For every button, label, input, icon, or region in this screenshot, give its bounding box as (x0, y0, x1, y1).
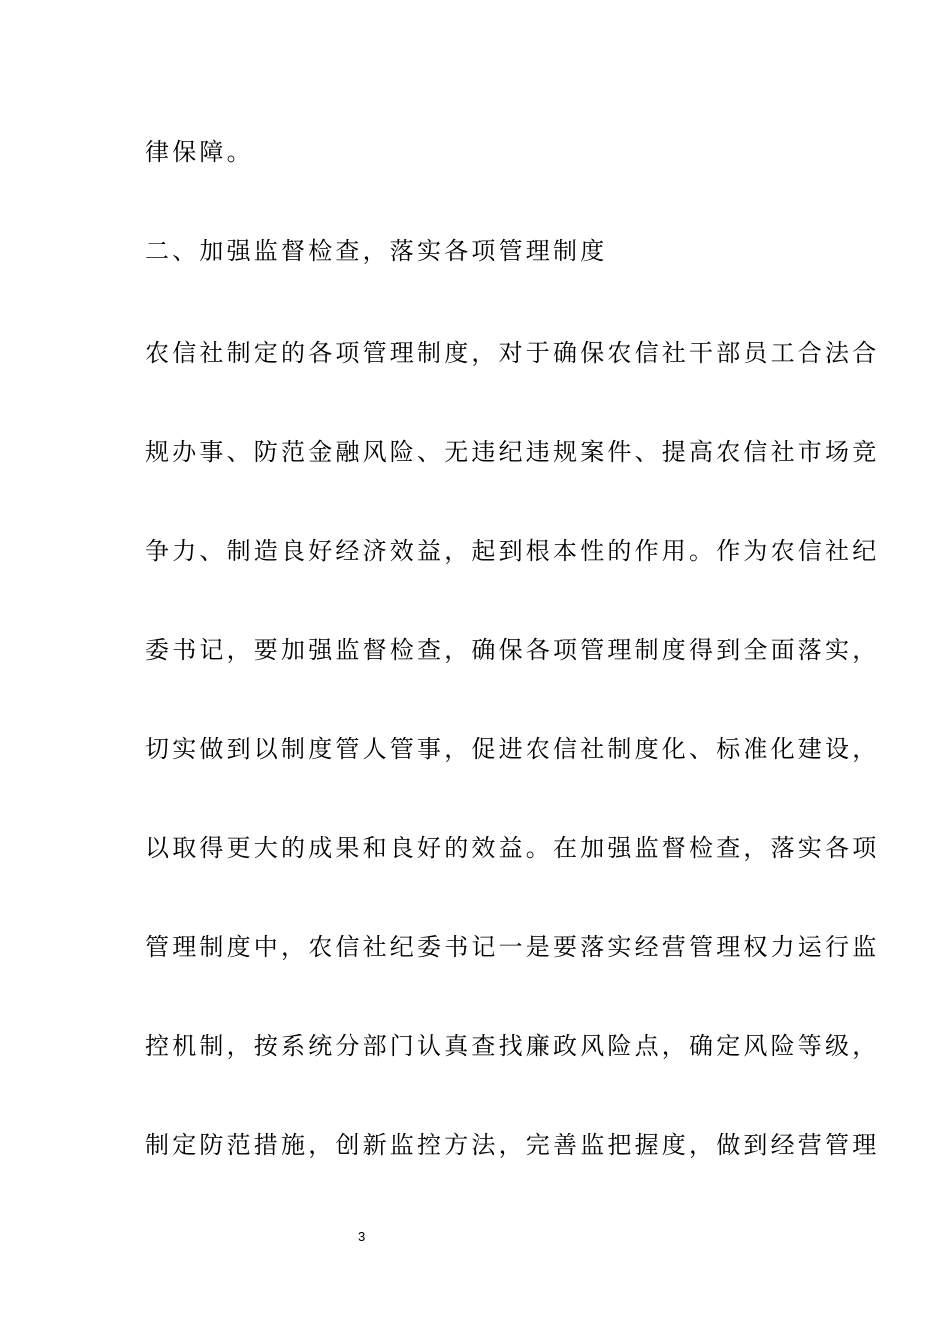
page-number: 3 (358, 1229, 366, 1244)
section-heading: 二、加强监督检查，落实各项管理制度 (145, 237, 608, 265)
paragraph-line: 管理制度中，农信社纪委书记一是要落实经营管理权力运行监 (145, 933, 880, 961)
paragraph-line: 以取得更大的成果和良好的效益。在加强监督检查，落实各项 (145, 834, 880, 862)
paragraph-line: 委书记，要加强监督检查，确保各项管理制度得到全面落实， (145, 636, 880, 664)
paragraph-line: 争力、制造良好经济效益，起到根本性的作用。作为农信社纪 (145, 537, 880, 565)
paragraph-line: 控机制，按系统分部门认真查找廉政风险点，确定风险等级， (145, 1032, 880, 1060)
paragraph-line: 规办事、防范金融风险、无违纪违规案件、提高农信社市场竞 (145, 438, 880, 466)
paragraph-line: 农信社制定的各项管理制度，对于确保农信社干部员工合法合 (145, 339, 880, 367)
paragraph-line: 制定防范措施，创新监控方法，完善监把握度，做到经营管理 (145, 1131, 880, 1159)
paragraph-line: 切实做到以制度管人管事，促进农信社制度化、标准化建设， (145, 735, 880, 763)
text-line-continuation: 律保障。 (145, 138, 254, 166)
